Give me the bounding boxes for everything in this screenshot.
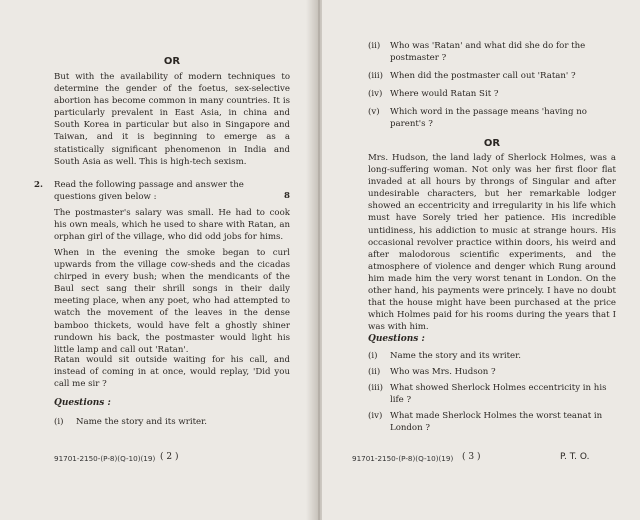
question-item	[368, 88, 616, 100]
question-item	[368, 350, 616, 362]
question-item	[368, 382, 616, 406]
question-item-number: (i)	[54, 417, 64, 427]
or-heading: OR	[483, 138, 501, 149]
or-paragraph: But with the availability of modern techniques to determine the gender of the foetus, sex-selective abortion has become common in many countries. It is particularly prevalent in East Asia, in china and South Korea in particular but also in Singapore and Taiwan, and it is beginning to emerge as a statistically significant phenomenon in India and South Asia as well. This is high-tech sexism.	[54, 72, 290, 167]
question-item-text: Who was 'Ratan' and what did she do for the postmaster ?	[390, 41, 586, 64]
question-item-number: (iii)	[368, 71, 383, 81]
question-item-text: Who was Mrs. Hudson ?	[390, 367, 496, 377]
question-item-text: When did the postmaster call out 'Ratan' ?	[390, 71, 576, 81]
question-item-number: (i)	[368, 351, 378, 361]
question-item	[368, 40, 616, 64]
question-item-text: Where would Ratan Sit ?	[390, 89, 499, 99]
question-number: 2.	[34, 180, 43, 190]
question-instruction: Read the following passage and answer the questions given below :	[54, 180, 244, 203]
questions-heading: Questions :	[368, 334, 425, 344]
passage-paragraph-2: When in the evening the smoke began to curl upwards from the village cow-sheds and the cicadas chirped in every bush; when the mendicants of the Baul sect sang their shrill songs in their daily meeting place, when any poet, who had attempted to watch the movement of the leaves in the dense bamboo thickets, would have felt a ghostly shiner rundown his back, the postmaster would light his little lamp and call out 'Ratan'.	[54, 248, 290, 355]
question-item-number: (ii)	[368, 41, 381, 51]
right-page	[322, 0, 640, 520]
question-item	[368, 366, 616, 378]
left-page	[0, 0, 318, 520]
sherlock-passage: Mrs. Hudson, the land lady of Sherlock Holmes, was a long-suffering woman. Not only was her first floor flat invaded at all hours by throngs of Singular and after undesirable characters, but her remarkable lodger showed an eccentricity and irregularity in his life which must have Sorely tried her patience. His incredible untidiness, his addiction to music at strange hours. His occasional revolver practice within doors, his weird and after malodorous scientific experiments, and the atmosphere of violence and denger which Rung around him made him the very worst tenant in London. On the other hand, his payments were princely. I have no doubt that the house might have been purchased at the price which Holmes paid for his rooms during the years that I was with him.	[368, 153, 616, 333]
question-item-number: (ii)	[368, 367, 381, 377]
question-item	[368, 410, 616, 434]
question-item	[54, 416, 290, 428]
question-item	[368, 106, 616, 130]
question-item-text: Name the story and its writer.	[76, 417, 208, 427]
question-item-number: (v)	[368, 107, 380, 117]
page-number: ( 3 )	[462, 452, 481, 462]
question-item-text: What made Sherlock Holmes the worst teanat in London ?	[390, 411, 603, 434]
question-item-number: (iv)	[368, 89, 383, 99]
page-number: ( 2 )	[160, 452, 179, 462]
questions-heading: Questions :	[54, 398, 111, 408]
question-item-number: (iv)	[368, 411, 383, 421]
footer-code: 91701-2150-(P-8)(Q-10)(19)	[54, 454, 156, 463]
question-item-text: Which word in the passage means 'having no parent's ?	[390, 107, 587, 130]
pto-label: P. T. O.	[560, 452, 590, 462]
passage-paragraph-3: Ratan would sit outside waiting for his call, and instead of coming in at once, would replay, 'Did you call me sir ?	[54, 355, 290, 390]
question-marks: 8	[284, 191, 290, 201]
question-item-text: What showed Sherlock Holmes eccentricity in his life ?	[390, 383, 607, 406]
footer-code: 91701-2150-(P-8)(Q-10)(19)	[352, 454, 454, 463]
or-heading: OR	[163, 56, 181, 67]
question-item-text: Name the story and its writer.	[390, 351, 522, 361]
question-item	[368, 70, 616, 82]
question-item-number: (iii)	[368, 383, 383, 393]
passage-paragraph-1: The postmaster's salary was small. He had to cook his own meals, which he used to share with Ratan, an orphan girl of the village, who did odd jobs for hims.	[54, 208, 290, 243]
